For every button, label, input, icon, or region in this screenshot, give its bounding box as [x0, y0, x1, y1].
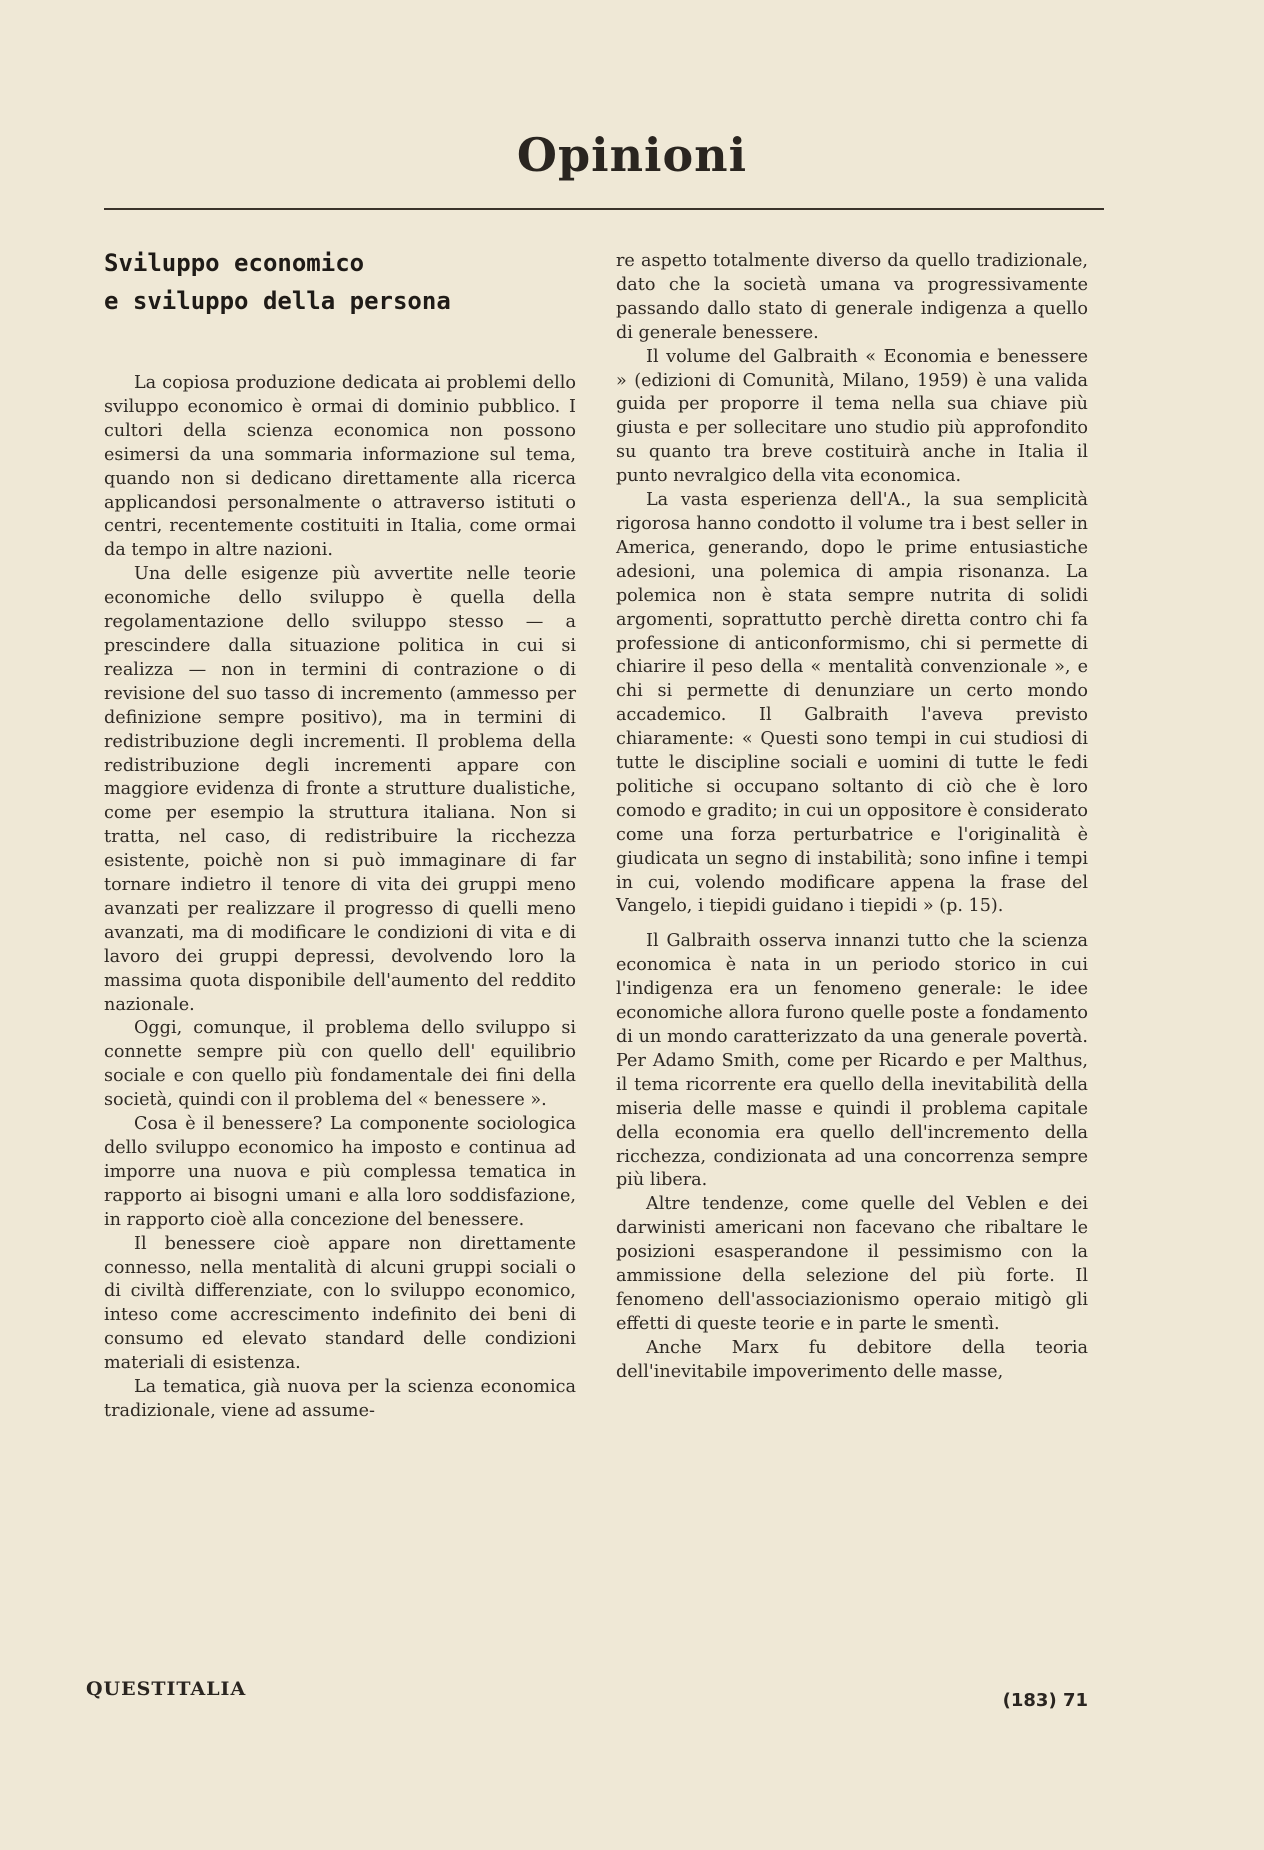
left-column: [104, 244, 576, 1424]
paragraph: La vasta esperienza dell'A., la sua semplicità rigorosa hanno condotto il volume tra i best seller in America, generando, dopo le prime entusiastiche adesioni, una polemica di ampia risonanza. La polemica non è stata sempre nutrita di solidi argomenti, soprattutto perchè diretta contro chi fa professione di anticonformismo, chi si permette di chiarire il peso della « mentalità convenzionale », e chi si permette di denunziare un certo mondo accademico. Il Galbraith l'aveva previsto chiaramente: « Questi sono tempi in cui studiosi di tutte le discipline sociali e uomini di tutte le fedi politiche si occupano soltanto di ciò che è loro comodo e gradito; in cui un oppositore è considerato come una forza perturbatrice e l'originalità è giudicata un segno di instabilità; sono infine i tempi in cui, volendo modificare appena la frase del Vangelo, i tiepidi guidano i tiepidi » (p. 15).: [616, 490, 1088, 917]
paragraph: Il volume del Galbraith « Economia e benessere » (edizioni di Comunità, Milano, 1959) è una valida guida per proporre il tema nella sua chiave più giusta e per sollecitare uno studio più approfondito su quanto tra breve costituirà anche in Italia il punto nevralgico della vita economica.: [616, 346, 1088, 487]
article-title-line-1: Sviluppo economico: [104, 249, 365, 277]
page-number: (183) 71: [1002, 1690, 1088, 1711]
article-title: [104, 244, 576, 320]
paragraph: Anche Marx fu debitore della teoria dell'inevitabile impoverimento delle masse,: [616, 1337, 1088, 1382]
header-rule: [104, 208, 1104, 210]
magazine-name: QUESTITALIA: [86, 1678, 247, 1700]
article-title-line-2: e sviluppo della persona: [104, 287, 451, 315]
paragraph: re aspetto totalmente diverso da quello tradizionale, dato che la società umana va progressivamente passando dallo stato di generale indigenza a quello di generale benessere.: [616, 251, 1088, 343]
right-column: [616, 250, 1088, 1385]
paragraph: Cosa è il benessere? La componente sociologica dello sviluppo economico ha imposto e continua ad imporre una nuova e più complessa tematica in rapporto ai bisogni umani e alla loro soddisfazione, in rapporto cioè alla concezione del benessere.: [104, 1114, 576, 1230]
paragraph: Altre tendenze, come quelle del Veblen e dei darwinisti americani non facevano che ribaltare le posizioni esasperandone il pessimismo con la ammissione della selezione del più forte. Il fenomeno dell'associazionismo operaio mitigò gli effetti di queste teorie e in parte le smentì.: [616, 1194, 1088, 1334]
paragraph: La tematica, già nuova per la scienza economica tradizionale, viene ad assume-: [104, 1377, 576, 1421]
paragraph: Il Galbraith osserva innanzi tutto che la scienza economica è nata in un periodo storico in cui l'indigenza era un fenomeno generale: le idee economiche allora furono quelle poste a fondamento di un mondo caratterizzato da una generale povertà. Per Adamo Smith, come per Ricardo e per Malthus, il tema ricorrente era quello della inevitabilità della miseria delle masse e quindi il problema capitale della economia era quello dell'incremento della ricchezza, condizionata ad una concorrenza sempre più libera.: [616, 931, 1088, 1191]
paragraph: Il benessere cioè appare non direttamente connesso, nella mentalità di alcuni gruppi sociali o di civiltà differenziate, con lo sviluppo economico, inteso come accrescimento indefinito dei beni di consumo ed elevato standard delle condizioni materiali di esistenza.: [104, 1233, 576, 1374]
paragraph: Oggi, comunque, il problema dello sviluppo si connette sempre più con quello dell' equilibrio sociale e con quello più fondamentale dei fini della società, quindi con il problema del « benessere ».: [104, 1018, 576, 1111]
paragraph: La copiosa produzione dedicata ai problemi dello sviluppo economico è ormai di dominio pubblico. I cultori della scienza economica non possono esimersi da una sommaria informazione sul tema, quando non si dedicano direttamente alla ricerca applicandosi personalmente o attraverso istituti o centri, recentemente costituiti in Italia, come ormai da tempo in altre nazioni.: [104, 373, 576, 561]
paragraph: Una delle esigenze più avvertite nelle teorie economiche dello sviluppo è quella della regolamentazione dello sviluppo stesso — a prescindere dalla situazione politica in cui si realizza — non in termini di contrazione o di revisione del suo tasso di incremento (ammesso per definizione sempre positivo), ma in termini di redistribuzione degli incrementi. Il problema della redistribuzione degli incrementi appare con maggiore evidenza di fronte a strutture dualistiche, come per esempio la struttura italiana. Non si tratta, nel caso, di redistribuire la ricchezza esistente, poichè non si può immaginare di far tornare indietro il tenore di vita dei gruppi meno avanzati per realizzare il progresso di quelli meno avanzati, ma di modificare le condizioni di vita e di lavoro dei gruppi depressi, devolvendo loro la massima quota disponibile dell'aumento del reddito nazionale.: [104, 564, 576, 1015]
section-header: Opinioni: [516, 128, 748, 182]
